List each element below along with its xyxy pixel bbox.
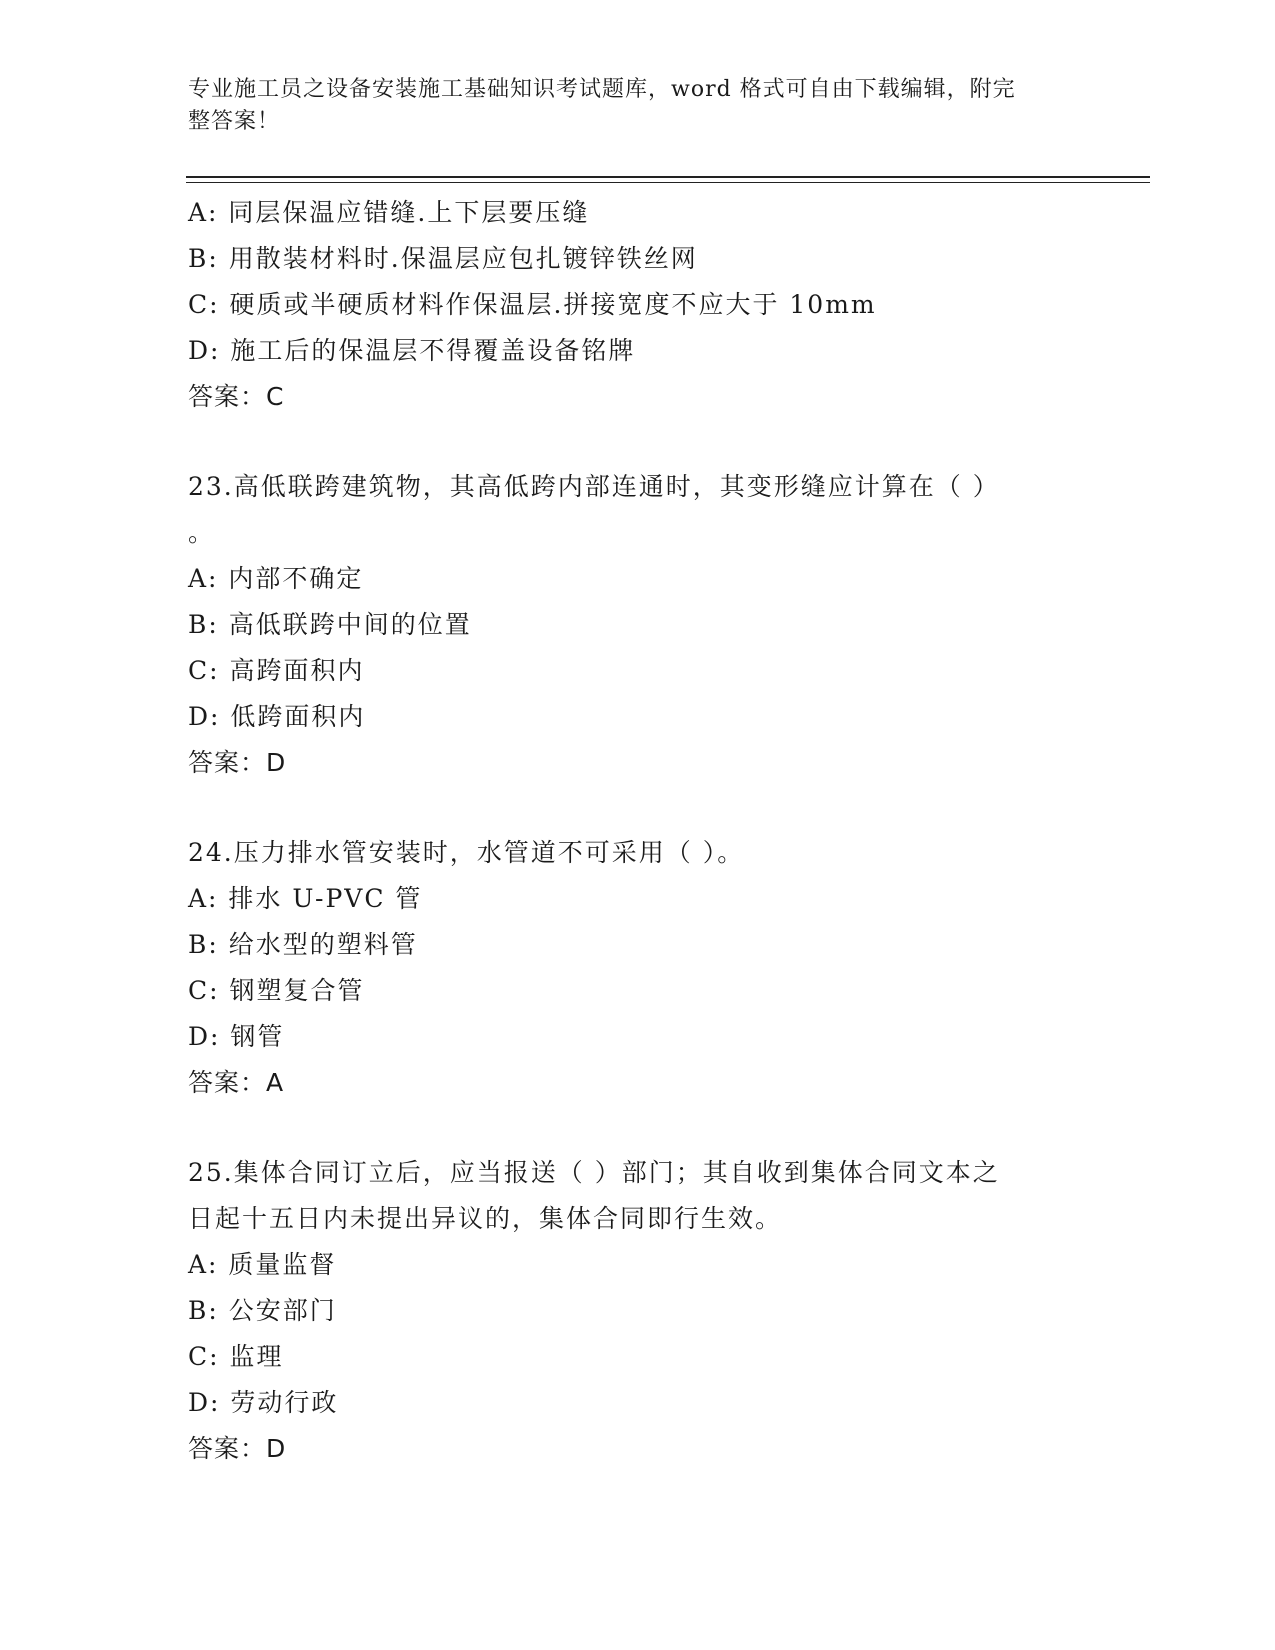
answer-label: 答案：D	[188, 748, 287, 777]
option-a: A: 同层保温应错缝.上下层要压缝	[188, 198, 590, 227]
answer-label: 答案：C	[188, 382, 285, 411]
header-divider-thin	[186, 182, 1150, 183]
option-c: C: 监理	[188, 1342, 284, 1371]
question-list	[188, 190, 1088, 1472]
question-text-line: 23.高低联跨建筑物，其高低跨内部连通时，其变形缝应计算在（ ）	[188, 472, 1000, 501]
question-block	[188, 1150, 1088, 1472]
header-divider-thick	[186, 176, 1150, 178]
option-a: A: 排水 U-PVC 管	[188, 884, 423, 913]
option-d: D: 施工后的保温层不得覆盖设备铭牌	[188, 336, 636, 365]
document-header	[188, 74, 1068, 138]
option-b: B: 公安部门	[188, 1296, 337, 1325]
question-block	[188, 464, 1088, 786]
answer-label: 答案：D	[188, 1434, 287, 1463]
header-line-2: 整答案！	[188, 109, 281, 134]
option-b: B: 高低联跨中间的位置	[188, 610, 472, 639]
question-block	[188, 190, 1088, 420]
option-c: C: 钢塑复合管	[188, 976, 365, 1005]
option-a: A: 内部不确定	[188, 564, 364, 593]
option-d: D: 低跨面积内	[188, 702, 366, 731]
option-c: C: 硬质或半硬质材料作保温层.拼接宽度不应大于 10mm	[188, 290, 877, 319]
answer-label: 答案：A	[188, 1068, 285, 1097]
option-b: B: 给水型的塑料管	[188, 930, 418, 959]
question-text-line: 24.压力排水管安装时，水管道不可采用（ ）。	[188, 838, 745, 867]
question-text-line: 日起十五日内未提出异议的，集体合同即行生效。	[188, 1204, 783, 1233]
option-d: D: 钢管	[188, 1022, 285, 1051]
option-c: C: 高跨面积内	[188, 656, 365, 685]
option-b: B: 用散装材料时.保温层应包扎镀锌铁丝网	[188, 244, 698, 273]
header-line-1: 专业施工员之设备安装施工基础知识考试题库，word 格式可自由下载编辑，附完	[188, 77, 1016, 102]
question-text-line: 。	[188, 518, 216, 547]
question-block	[188, 830, 1088, 1106]
option-a: A: 质量监督	[188, 1250, 337, 1279]
question-text-line: 25.集体合同订立后，应当报送（ ）部门；其自收到集体合同文本之	[188, 1158, 1000, 1187]
option-d: D: 劳动行政	[188, 1388, 339, 1417]
